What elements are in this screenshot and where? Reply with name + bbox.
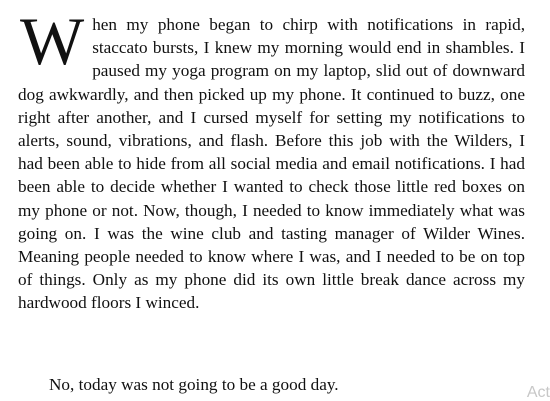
activation-watermark: Act <box>526 384 550 401</box>
drop-cap: W <box>20 3 85 79</box>
paragraph-2-text: No, today was not going to be a good day. <box>49 375 339 394</box>
paragraph-1-text: hen my phone began to chirp with notifications in rapid, staccato bursts, I knew my morning would end in shambles. I paused my yoga program on my laptop, slid out of downward dog awkwardly, and then picked up my phone. It continued to buzz, one right after another, and I cursed myself for setting my notifications to alerts, sound, vibrations, and flash. Before this job with the Wilders, I had been able to hide from all social media and email notifications. I had been able to decide whether I wanted to check those little red boxes on my phone or not. Now, though, I needed to know immediately what was going on. I was the wine club and tasting manager of Wilder Wines. Meaning people needed to know where I was, and I needed to be on top of things. Only as my phone did its own little break dance across my hardwood floors I winced. <box>18 15 525 313</box>
paragraph-2 <box>18 373 525 396</box>
paragraph-1 <box>18 3 525 315</box>
